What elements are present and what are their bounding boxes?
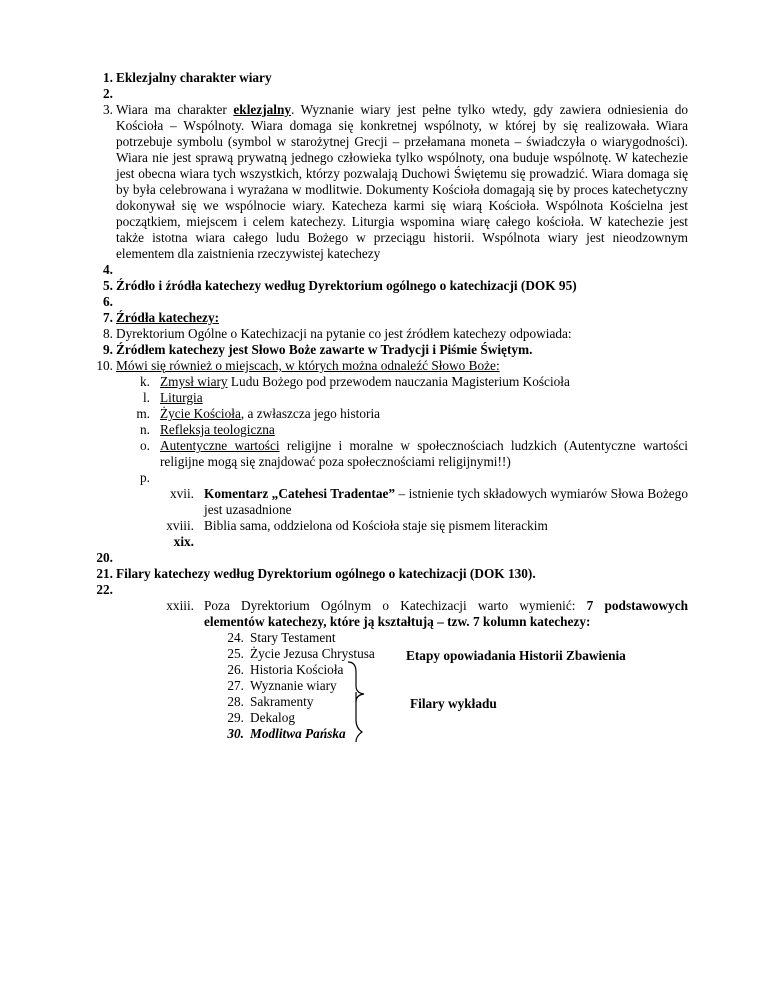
keyword-eklezjalny: eklezjalny xyxy=(233,102,292,117)
list-number: 3. xyxy=(103,102,113,117)
place-item-m xyxy=(136,406,688,422)
section-heading: Filary katechezy według Dyrektorium ogólnego o katechizacji (DOK 130). xyxy=(116,566,536,581)
list-item-8 xyxy=(86,326,688,342)
grouping-brace xyxy=(340,658,380,742)
list-letter: l. xyxy=(142,390,150,405)
list-number: 6. xyxy=(103,294,113,309)
list-number: 4. xyxy=(103,262,113,277)
column-item-30 xyxy=(222,726,346,742)
list-number: 20. xyxy=(96,550,113,565)
place-item-o xyxy=(136,438,688,470)
column-text: Stary Testament xyxy=(250,630,336,645)
column-item-27 xyxy=(222,678,337,694)
place-text: religijne i moralne w społecznościach ludzkich (Autentyczne wartości religijne mogą się znajdować poza społecznościami religijnymi!!) xyxy=(160,438,688,469)
list-number: 9. xyxy=(103,342,113,357)
comment-text: – istnienie tych składowych wymiarów Słowa Bożego jest uzasadnione xyxy=(204,486,688,517)
list-number: 8. xyxy=(103,326,113,341)
list-item-1 xyxy=(86,70,688,86)
roman-item-xvii xyxy=(150,486,688,518)
roman-number: xvii. xyxy=(169,486,194,501)
lecture-group-label: Filary wykładu xyxy=(410,696,497,711)
list-item-3 xyxy=(86,102,688,262)
roman-item-xviii xyxy=(150,518,688,534)
column-number: 30. xyxy=(227,726,244,741)
list-text: Mówi się również o miejscach, w których można odnaleźć Słowo Boże: xyxy=(116,358,500,373)
list-item-5 xyxy=(86,278,688,294)
place-name: Autentyczne wartości xyxy=(160,438,280,453)
place-name: Życie Kościoła xyxy=(160,406,241,421)
roman-text: Biblia sama, oddzielona od Kościoła staje się pismem literackim xyxy=(204,518,548,533)
column-item-24 xyxy=(222,630,336,646)
column-text: Dekalog xyxy=(250,710,296,725)
list-item-7 xyxy=(86,310,688,326)
paragraph-body: . Wyznanie wiary jest pełne tylko wtedy, gdy zawiera odniesienia do Kościoła – Wspólnoty. Wiara domaga się konkretnej wspólnoty, w której by się realizowała. Wiara potrzebuje symbolu (symbol w starożytnej Grecji – przełamana moneta – świadczyła o wiarygodności). Wiara nie jest sprawą prywatną jednego człowieka tylko wspólnoty, ona buduje wspólnotę. W katechezie jest obecna wiara tych wszystkich, którzy pozwalają Duchowi Świętemu się prowadzić. Wiara domaga się by była celebrowana i wyrażana w modlitwie. Dokumenty Kościoła domagają się by proces katechetyczny dokonywał się we wspólnocie wiary. Katecheza karmi się wiarą Kościoła. Wspólnota Kościelna jest początkiem, miejscem i celem katechezy. Liturgia wspomina wiarę całego kościoła. W katechezie jest także istotna wiara całego ludu Bożego w przeciągu historii. Wspólnota wiary jest nieodzownym elementem dla zaistnienia rzeczywistej katechezy xyxy=(116,102,688,261)
column-number: 25. xyxy=(227,646,244,661)
place-name: Refleksja teologiczna xyxy=(160,422,275,437)
column-item-28 xyxy=(222,694,314,710)
place-item-l xyxy=(136,390,688,406)
column-item-26 xyxy=(222,662,343,678)
paragraph-eklezjalny xyxy=(116,102,688,262)
column-number: 28. xyxy=(227,694,244,709)
list-number: 7. xyxy=(103,310,113,325)
list-letter: p. xyxy=(140,470,150,485)
list-number: 1. xyxy=(103,70,113,85)
history-group-label: Etapy opowiadania Historii Zbawienia xyxy=(406,648,626,663)
comment-title: Komentarz „Catehesi Tradentae” xyxy=(204,486,396,501)
column-number: 27. xyxy=(227,678,244,693)
section-heading: Źródła katechezy: xyxy=(116,310,220,325)
column-number: 24. xyxy=(227,630,244,645)
list-number: 22. xyxy=(96,582,113,597)
list-item-10 xyxy=(86,358,688,374)
column-item-29 xyxy=(222,710,295,726)
list-letter: o. xyxy=(140,438,150,453)
list-item-21 xyxy=(86,566,688,582)
list-item-9 xyxy=(86,342,688,358)
column-text: Modlitwa Pańska xyxy=(250,726,346,741)
roman-item-xxiii xyxy=(150,598,688,630)
list-letter: m. xyxy=(136,406,150,421)
list-number: 21. xyxy=(96,566,113,581)
place-text: Ludu Bożego pod przewodem nauczania Magisterium Kościoła xyxy=(227,374,570,389)
roman-number: xxiii. xyxy=(166,598,194,613)
column-number: 26. xyxy=(227,662,244,677)
section-heading: Źródło i źródła katechezy według Dyrektorium ogólnego o katechizacji (DOK 95) xyxy=(116,278,577,293)
list-letter: n. xyxy=(140,422,150,437)
roman-number: xix. xyxy=(173,534,194,549)
pillars-intro-text: Poza Dyrektorium Ogólnym o Katechizacji warto wymienić: xyxy=(204,598,587,613)
column-number: 29. xyxy=(227,710,244,725)
place-item-k xyxy=(136,374,688,390)
column-text: Życie Jezusa Chrystusa xyxy=(250,646,375,661)
place-name: Zmysł wiary xyxy=(160,374,228,389)
list-number: 2. xyxy=(103,86,113,101)
pillars-intro-bold: 7 podstawowych elementów katechezy, które ją kształtują – tzw. 7 kolumn katechezy: xyxy=(204,598,688,629)
place-item-n xyxy=(136,422,688,438)
paragraph-lead: Wiara ma charakter xyxy=(116,102,234,117)
column-text: Wyznanie wiary xyxy=(250,678,337,693)
place-text: , a zwłaszcza jego historia xyxy=(240,406,381,421)
place-name: Liturgia xyxy=(160,390,203,405)
list-text: Źródłem katechezy jest Słowo Boże zawarte w Tradycji i Piśmie Świętym. xyxy=(116,342,533,357)
list-text: Dyrektorium Ogólne o Katechizacji na pytanie co jest źródłem katechezy odpowiada: xyxy=(116,326,572,341)
column-text: Historia Kościoła xyxy=(250,662,344,677)
list-letter: k. xyxy=(140,374,150,389)
section-heading: Eklezjalny charakter wiary xyxy=(116,70,272,85)
roman-number: xviii. xyxy=(166,518,194,533)
column-text: Sakramenty xyxy=(250,694,314,709)
list-number: 10. xyxy=(96,358,113,373)
list-number: 5. xyxy=(103,278,113,293)
